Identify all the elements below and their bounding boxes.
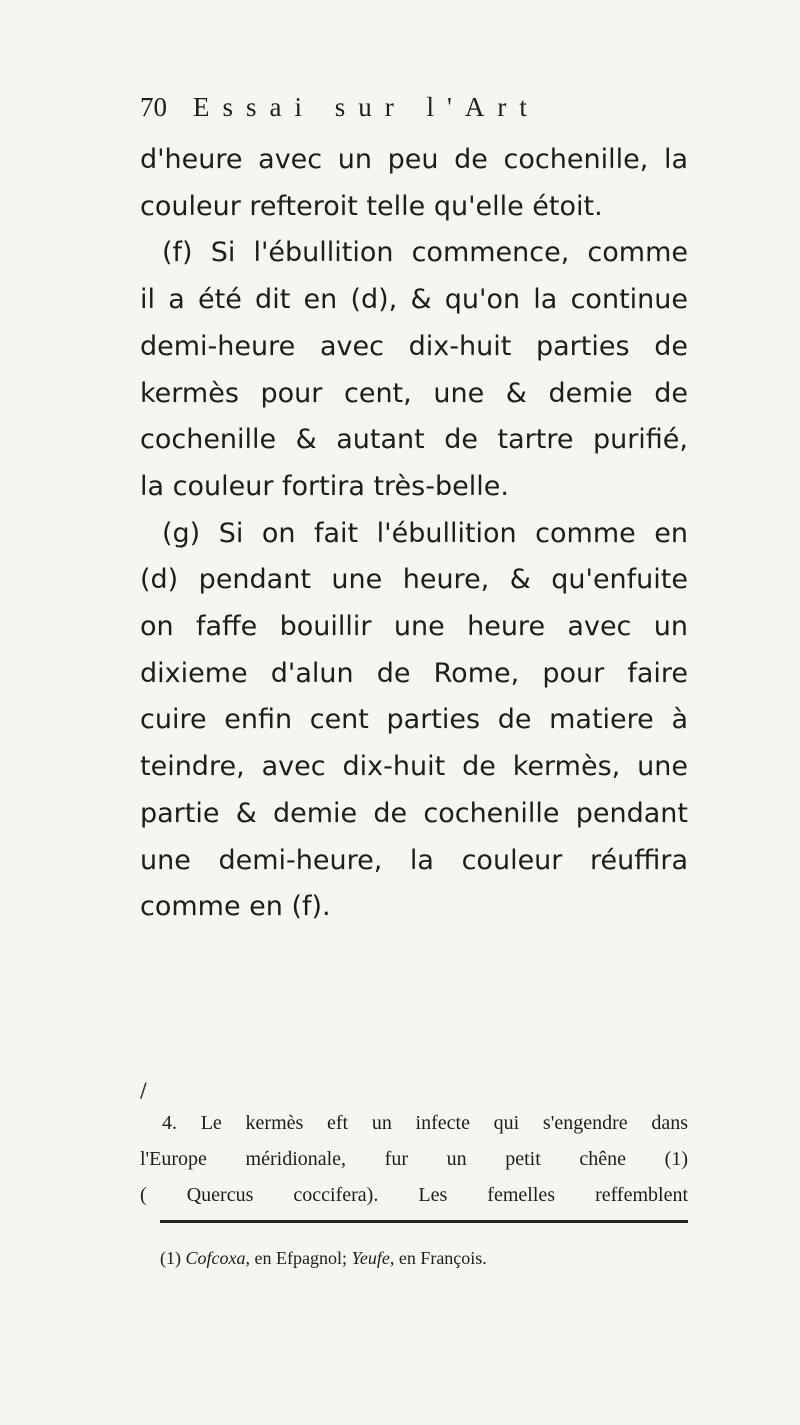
text-line: il a été dit en (d), & qu'on la continue xyxy=(140,284,688,316)
footnote-term: Cofcoxa xyxy=(185,1248,246,1268)
text-line: (g) Si on fait l'ébullition comme en xyxy=(162,517,688,549)
text-line: une demi-heure, la couleur réuffira xyxy=(140,844,688,876)
text-line: couleur refteroit telle qu'elle étoit. xyxy=(140,190,603,222)
page-number: 70 xyxy=(140,92,167,122)
text-line: on faffe bouillir une heure avec un xyxy=(140,611,688,643)
footnote-rule xyxy=(160,1220,688,1223)
text-line: d'heure avec un peu de cochenille, la xyxy=(140,144,688,175)
note-paragraph xyxy=(140,1105,688,1213)
running-head xyxy=(140,92,700,132)
text-line: comme en (f). xyxy=(140,891,331,923)
footnote-marker: (1) xyxy=(160,1248,181,1268)
text-line: (d) pendant une heure, & qu'enfuite xyxy=(140,564,688,596)
body-text xyxy=(140,137,688,931)
footnote-term: Yeufe xyxy=(351,1248,390,1268)
text-line: cochenille & autant de tartre purifié, xyxy=(140,424,688,456)
text-line: partie & demie de cochenille pendant xyxy=(140,797,688,829)
text-line: dixieme d'alun de Rome, pour faire xyxy=(140,657,688,689)
text-line: (f) Si l'ébullition commence, comme xyxy=(162,237,688,269)
footnote-text: , en Efpagnol; xyxy=(245,1248,347,1268)
footnote xyxy=(160,1248,690,1269)
footnote-text: , en François. xyxy=(389,1248,487,1268)
text-line: cuire enfin cent parties de matiere à xyxy=(140,704,688,736)
note-line: l'Europe méridionale, fur un petit chêne (1) xyxy=(140,1148,688,1170)
text-line: kermès pour cent, une & demie de xyxy=(140,377,688,409)
running-title: Essai sur l'Art xyxy=(193,92,540,122)
text-line: demi-heure avec dix-huit parties de xyxy=(140,330,688,362)
text-line: la couleur fortira très-belle. xyxy=(140,470,509,502)
text-line: teindre, avec dix-huit de kermès, une xyxy=(140,751,688,783)
margin-mark: / xyxy=(140,1078,147,1102)
note-line: 4. Le kermès eft un infecte qui s'engendre dans xyxy=(162,1112,688,1134)
note-line: ( Quercus coccifera). Les femelles reffemblent xyxy=(140,1184,688,1206)
